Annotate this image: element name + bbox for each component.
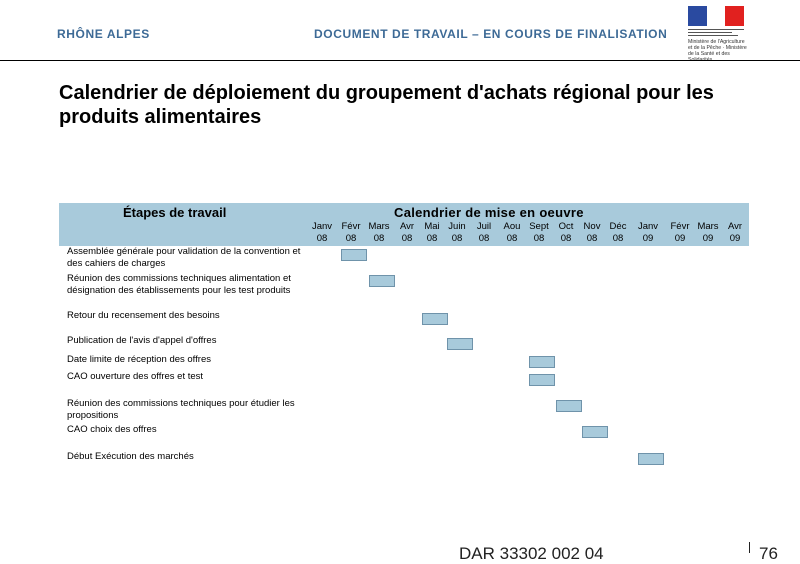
month-name: Sept [529, 221, 549, 232]
steps-column-header: Étapes de travail [123, 205, 227, 220]
month-year: 08 [560, 233, 572, 244]
month-name: Aou [503, 221, 521, 232]
month-year: 08 [533, 233, 545, 244]
task-label: Réunion des commissions techniques alimentation et désignation des établissements pour les test produits [67, 273, 291, 296]
month-year: 09 [642, 233, 654, 244]
task-label: Réunion des commissions techniques pour étudier les propositions [67, 398, 295, 421]
month-year: 08 [478, 233, 490, 244]
document-status-label: DOCUMENT DE TRAVAIL – EN COURS DE FINALISATION [314, 27, 668, 41]
month-header [307, 221, 337, 245]
gantt-bar [638, 453, 664, 465]
month-header [524, 221, 554, 245]
ministry-logo-text: Ministère de l'Agriculture et de la Pêche · Ministère de la Santé et des [688, 39, 747, 57]
calendar-column-header: Calendrier de mise en oeuvre [394, 205, 584, 220]
month-header [693, 221, 723, 245]
month-name: Juil [476, 221, 492, 232]
region-label: RHÔNE ALPES [57, 27, 150, 41]
gantt-bar [556, 400, 582, 412]
month-header [665, 221, 695, 245]
task-label: CAO ouverture des offres et test [67, 371, 204, 382]
month-year: 09 [729, 233, 741, 244]
month-header [603, 221, 633, 245]
gantt-bar [447, 338, 473, 350]
month-header [442, 221, 472, 245]
month-year: 09 [674, 233, 686, 244]
month-year: 08 [426, 233, 438, 244]
month-name: Janv [637, 221, 659, 232]
task-label: CAO choix des offres [67, 424, 157, 435]
gantt-bar [422, 313, 448, 325]
task-label: Assemblée générale pour validation de la convention et des cahiers de charges [67, 246, 301, 269]
month-name: Avr [727, 221, 743, 232]
gantt-bar [582, 426, 608, 438]
month-year: 08 [345, 233, 357, 244]
republique-francaise-logo [688, 6, 746, 58]
gantt-bar [529, 374, 555, 386]
month-name: Oct [558, 221, 574, 232]
month-name: Mars [697, 221, 719, 232]
month-name: Juin [448, 221, 466, 232]
gantt-bar [341, 249, 367, 261]
month-header [720, 221, 750, 245]
month-year: 08 [373, 233, 385, 244]
month-header [633, 221, 663, 245]
month-name: Mars [368, 221, 390, 232]
month-year: 08 [586, 233, 598, 244]
footer-divider [749, 542, 750, 553]
month-name: Févr [341, 221, 361, 232]
header-divider [0, 60, 800, 61]
page-number: 76 [759, 544, 778, 563]
task-label: Retour du recensement des besoins [67, 310, 220, 321]
gantt-bar [369, 275, 395, 287]
month-header [336, 221, 366, 245]
month-year: 09 [702, 233, 714, 244]
month-year: 08 [451, 233, 463, 244]
task-label: Date limite de réception des offres [67, 354, 211, 365]
page-title: Calendrier de déploiement du groupement d'achats régional pour les produits alimentaires [59, 82, 714, 128]
month-name: Déc [609, 221, 627, 232]
month-name: Mai [424, 221, 440, 232]
gantt-bar [529, 356, 555, 368]
month-name: Févr [670, 221, 690, 232]
task-label: Début Exécution des marchés [67, 451, 194, 462]
month-year: 08 [401, 233, 413, 244]
month-name: Janv [311, 221, 333, 232]
month-header [469, 221, 499, 245]
month-name: Nov [583, 221, 601, 232]
document-reference: DAR 33302 002 04 [459, 544, 604, 563]
month-name: Avr [399, 221, 415, 232]
month-header [364, 221, 394, 245]
task-label: Publication de l'avis d'appel d'offres [67, 335, 217, 346]
month-header [497, 221, 527, 245]
month-year: 08 [506, 233, 518, 244]
month-year: 08 [316, 233, 328, 244]
tricolor-flag-icon [688, 6, 744, 26]
month-year: 08 [612, 233, 624, 244]
